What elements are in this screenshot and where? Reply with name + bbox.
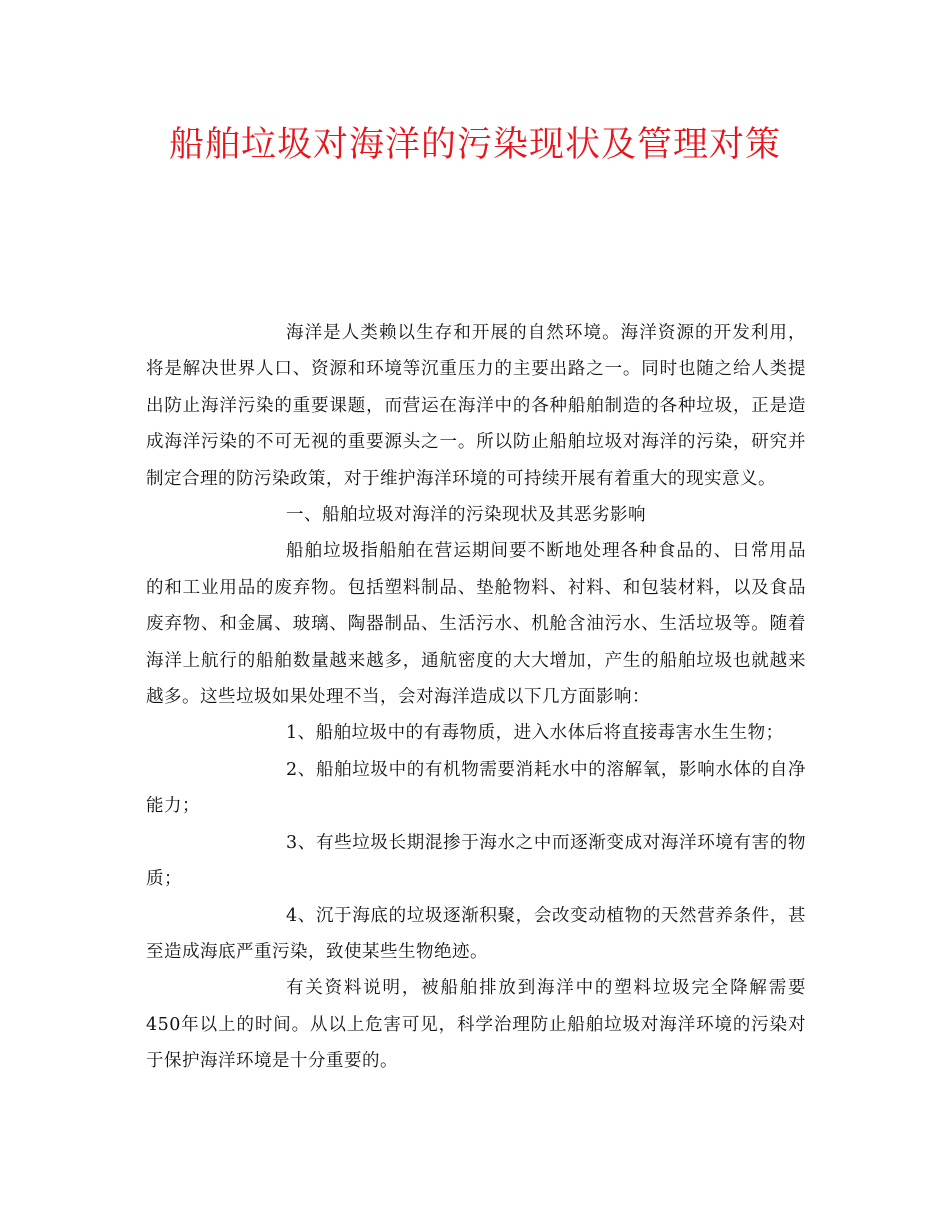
list-item-3: 3、有些垃圾长期混掺于海水之中而逐渐变成对海洋环境有害的物质； <box>146 832 806 890</box>
document-title: 船舶垃圾对海洋的污染现状及管理对策 <box>168 125 781 165</box>
paragraph-definition: 船舶垃圾指船舶在营运期间要不断地处理各种食品的、日常用品的和工业用品的废弃物。包括塑料制品、垫舱物料、衬料、和包装材料，以及食品废弃物、和金属、玻璃、陶器制品、生活污水、机舱含油污水、生活垃圾等。随着海洋上航行的船舶数量越来越多，通航密度的大大增加，产生的船舶垃圾也就越来越多。这些垃圾如果处理不当，会对海洋造成以下几方面影响： <box>146 541 806 708</box>
paragraph-intro: 海洋是人类赖以生存和开展的自然环境。海洋资源的开发利用，将是解决世界人口、资源和环境等沉重压力的主要出路之一。同时也随之给人类提出防止海洋污染的重要课题，而营运在海洋中的各种船舶制造的各种垃圾，正是造成海洋污染的不可无视的重要源头之一。所以防止船舶垃圾对海洋的污染，研究并制定合理的防污染政策，对于维护海洋环境的可持续开展有着重大的现实意义。 <box>146 323 806 489</box>
document-body <box>146 315 806 1080</box>
list-item-2: 2、船舶垃圾中的有机物需要消耗水中的溶解氧，影响水体的自净能力； <box>146 759 806 817</box>
list-item-1: 1、船舶垃圾中的有毒物质，进入水体后将直接毒害水生生物； <box>286 723 784 744</box>
list-item-4: 4、沉于海底的垃圾逐渐积聚，会改变动植物的天然营养条件，甚至造成海底严重污染，致使某些生物绝迹。 <box>146 905 806 962</box>
section-heading-1: 一、船舶垃圾对海洋的污染现状及其恶劣影响 <box>286 505 646 526</box>
paragraph-conclusion: 有关资料说明，被船舶排放到海洋中的塑料垃圾完全降解需要450年以上的时间。从以上危害可见，科学治理防止船舶垃圾对海洋环境的污染对于保护海洋环境是十分重要的。 <box>146 978 806 1072</box>
